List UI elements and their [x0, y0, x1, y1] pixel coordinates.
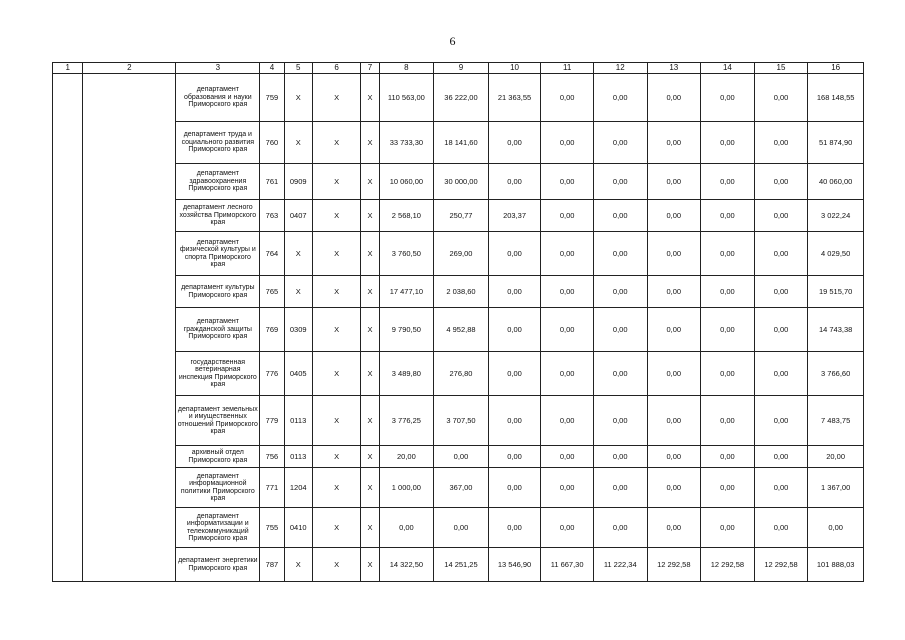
cell-c6: X	[312, 308, 361, 352]
cell-c7: X	[361, 232, 379, 276]
cell-c10: 0,00	[488, 468, 541, 508]
cell-c5: 0405	[284, 352, 312, 396]
cell-c8: 9 790,50	[379, 308, 434, 352]
cell-c11: 0,00	[541, 352, 594, 396]
col1-cell	[53, 446, 83, 468]
column-header-2: 2	[83, 63, 176, 74]
col2-cell	[83, 508, 176, 548]
cell-c10: 0,00	[488, 508, 541, 548]
col1-cell	[53, 508, 83, 548]
cell-c13: 0,00	[647, 122, 701, 164]
column-header-6: 6	[312, 63, 361, 74]
cell-c15: 0,00	[754, 446, 808, 468]
budget-table	[52, 62, 864, 582]
cell-c5: 0309	[284, 308, 312, 352]
cell-c15: 0,00	[754, 396, 808, 446]
cell-c5: X	[284, 232, 312, 276]
cell-c14: 0,00	[701, 468, 755, 508]
col1-cell	[53, 74, 83, 122]
column-header-7: 7	[361, 63, 379, 74]
cell-c14: 0,00	[701, 122, 755, 164]
col1-cell	[53, 468, 83, 508]
cell-c11: 0,00	[541, 74, 594, 122]
cell-c16: 40 060,00	[808, 164, 864, 200]
cell-c11: 11 667,30	[541, 548, 594, 582]
cell-c14: 0,00	[701, 164, 755, 200]
cell-c4: 779	[260, 396, 284, 446]
cell-c16: 14 743,38	[808, 308, 864, 352]
column-header-3: 3	[176, 63, 260, 74]
department-name-cell: департамент земельных и имущественных отношений Приморского края	[176, 396, 260, 446]
cell-c11: 0,00	[541, 396, 594, 446]
cell-c9: 0,00	[434, 508, 489, 548]
cell-c6: X	[312, 396, 361, 446]
cell-c16: 7 483,75	[808, 396, 864, 446]
column-header-4: 4	[260, 63, 284, 74]
cell-c12: 0,00	[593, 446, 647, 468]
cell-c4: 763	[260, 200, 284, 232]
cell-c14: 0,00	[701, 308, 755, 352]
col2-cell	[83, 74, 176, 122]
cell-c5: 0407	[284, 200, 312, 232]
cell-c7: X	[361, 164, 379, 200]
department-name-cell: архивный отдел Приморского края	[176, 446, 260, 468]
cell-c8: 20,00	[379, 446, 434, 468]
col2-cell	[83, 446, 176, 468]
cell-c6: X	[312, 122, 361, 164]
cell-c10: 0,00	[488, 122, 541, 164]
cell-c16: 1 367,00	[808, 468, 864, 508]
department-name-cell: департамент информатизации и телекоммуникаций Приморского края	[176, 508, 260, 548]
column-header-16: 16	[808, 63, 864, 74]
col1-cell	[53, 164, 83, 200]
cell-c16: 19 515,70	[808, 276, 864, 308]
cell-c5: X	[284, 74, 312, 122]
col1-cell	[53, 308, 83, 352]
cell-c8: 0,00	[379, 508, 434, 548]
cell-c13: 0,00	[647, 200, 701, 232]
cell-c9: 0,00	[434, 446, 489, 468]
col2-cell	[83, 276, 176, 308]
cell-c9: 3 707,50	[434, 396, 489, 446]
column-header-10: 10	[488, 63, 541, 74]
col2-cell	[83, 200, 176, 232]
cell-c10: 0,00	[488, 396, 541, 446]
cell-c9: 250,77	[434, 200, 489, 232]
cell-c13: 0,00	[647, 396, 701, 446]
cell-c4: 776	[260, 352, 284, 396]
cell-c6: X	[312, 508, 361, 548]
cell-c5: 0113	[284, 396, 312, 446]
cell-c14: 0,00	[701, 232, 755, 276]
column-header-13: 13	[647, 63, 701, 74]
table-row	[53, 548, 864, 582]
cell-c15: 0,00	[754, 200, 808, 232]
cell-c8: 1 000,00	[379, 468, 434, 508]
cell-c4: 756	[260, 446, 284, 468]
table-row	[53, 122, 864, 164]
table-row	[53, 396, 864, 446]
cell-c4: 764	[260, 232, 284, 276]
cell-c4: 759	[260, 74, 284, 122]
cell-c11: 0,00	[541, 200, 594, 232]
cell-c12: 0,00	[593, 164, 647, 200]
col1-cell	[53, 200, 83, 232]
cell-c7: X	[361, 352, 379, 396]
cell-c8: 14 322,50	[379, 548, 434, 582]
cell-c7: X	[361, 446, 379, 468]
column-header-15: 15	[754, 63, 808, 74]
table-row	[53, 276, 864, 308]
cell-c6: X	[312, 232, 361, 276]
cell-c9: 276,80	[434, 352, 489, 396]
cell-c13: 0,00	[647, 232, 701, 276]
cell-c4: 755	[260, 508, 284, 548]
cell-c14: 0,00	[701, 508, 755, 548]
cell-c14: 0,00	[701, 446, 755, 468]
col2-cell	[83, 232, 176, 276]
department-name-cell: департамент физической культуры и спорта Приморского края	[176, 232, 260, 276]
column-header-5: 5	[284, 63, 312, 74]
cell-c10: 0,00	[488, 446, 541, 468]
cell-c12: 0,00	[593, 396, 647, 446]
cell-c10: 203,37	[488, 200, 541, 232]
department-name-cell: департамент лесного хозяйства Приморского края	[176, 200, 260, 232]
table-row	[53, 200, 864, 232]
cell-c10: 13 546,90	[488, 548, 541, 582]
cell-c9: 14 251,25	[434, 548, 489, 582]
cell-c9: 30 000,00	[434, 164, 489, 200]
cell-c7: X	[361, 396, 379, 446]
col2-cell	[83, 308, 176, 352]
cell-c10: 0,00	[488, 308, 541, 352]
cell-c7: X	[361, 74, 379, 122]
cell-c5: 0410	[284, 508, 312, 548]
cell-c8: 17 477,10	[379, 276, 434, 308]
cell-c11: 0,00	[541, 232, 594, 276]
cell-c14: 0,00	[701, 74, 755, 122]
cell-c12: 0,00	[593, 200, 647, 232]
cell-c12: 0,00	[593, 122, 647, 164]
cell-c16: 0,00	[808, 508, 864, 548]
cell-c7: X	[361, 276, 379, 308]
cell-c13: 0,00	[647, 352, 701, 396]
cell-c15: 0,00	[754, 74, 808, 122]
cell-c9: 2 038,60	[434, 276, 489, 308]
cell-c12: 0,00	[593, 508, 647, 548]
cell-c6: X	[312, 446, 361, 468]
table-row	[53, 352, 864, 396]
table-row	[53, 468, 864, 508]
cell-c15: 0,00	[754, 468, 808, 508]
cell-c4: 761	[260, 164, 284, 200]
cell-c13: 0,00	[647, 74, 701, 122]
department-name-cell: департамент культуры Приморского края	[176, 276, 260, 308]
cell-c7: X	[361, 308, 379, 352]
cell-c6: X	[312, 352, 361, 396]
col1-cell	[53, 352, 83, 396]
cell-c8: 110 563,00	[379, 74, 434, 122]
col2-cell	[83, 468, 176, 508]
column-header-9: 9	[434, 63, 489, 74]
department-name-cell: департамент здравоохранения Приморского края	[176, 164, 260, 200]
cell-c10: 21 363,55	[488, 74, 541, 122]
cell-c8: 3 489,80	[379, 352, 434, 396]
cell-c16: 20,00	[808, 446, 864, 468]
cell-c5: 0909	[284, 164, 312, 200]
cell-c15: 12 292,58	[754, 548, 808, 582]
cell-c12: 0,00	[593, 468, 647, 508]
cell-c13: 0,00	[647, 508, 701, 548]
cell-c4: 765	[260, 276, 284, 308]
cell-c15: 0,00	[754, 232, 808, 276]
cell-c11: 0,00	[541, 468, 594, 508]
cell-c14: 0,00	[701, 352, 755, 396]
cell-c14: 0,00	[701, 200, 755, 232]
cell-c15: 0,00	[754, 508, 808, 548]
col1-cell	[53, 548, 83, 582]
page-number: 6	[449, 34, 456, 48]
department-name-cell: департамент труда и социального развития Приморского края	[176, 122, 260, 164]
cell-c6: X	[312, 74, 361, 122]
department-name-cell: департамент гражданской защиты Приморского края	[176, 308, 260, 352]
col2-cell	[83, 164, 176, 200]
cell-c13: 0,00	[647, 468, 701, 508]
cell-c14: 0,00	[701, 276, 755, 308]
cell-c5: 1204	[284, 468, 312, 508]
cell-c11: 0,00	[541, 122, 594, 164]
column-header-1: 1	[53, 63, 83, 74]
cell-c16: 101 888,03	[808, 548, 864, 582]
col1-cell	[53, 122, 83, 164]
cell-c9: 269,00	[434, 232, 489, 276]
cell-c4: 787	[260, 548, 284, 582]
cell-c11: 0,00	[541, 508, 594, 548]
column-header-12: 12	[593, 63, 647, 74]
cell-c12: 0,00	[593, 74, 647, 122]
cell-c6: X	[312, 164, 361, 200]
cell-c11: 0,00	[541, 446, 594, 468]
department-name-cell: департамент энергетики Приморского края	[176, 548, 260, 582]
col1-cell	[53, 276, 83, 308]
cell-c16: 3 766,60	[808, 352, 864, 396]
cell-c6: X	[312, 276, 361, 308]
cell-c7: X	[361, 122, 379, 164]
cell-c9: 18 141,60	[434, 122, 489, 164]
cell-c11: 0,00	[541, 308, 594, 352]
cell-c8: 33 733,30	[379, 122, 434, 164]
cell-c14: 0,00	[701, 396, 755, 446]
col2-cell	[83, 352, 176, 396]
cell-c7: X	[361, 200, 379, 232]
cell-c13: 0,00	[647, 164, 701, 200]
cell-c11: 0,00	[541, 276, 594, 308]
cell-c13: 0,00	[647, 308, 701, 352]
cell-c8: 3 776,25	[379, 396, 434, 446]
cell-c6: X	[312, 468, 361, 508]
col2-cell	[83, 122, 176, 164]
col1-cell	[53, 232, 83, 276]
cell-c13: 0,00	[647, 276, 701, 308]
department-name-cell: департамент информационной политики Приморского края	[176, 468, 260, 508]
cell-c16: 3 022,24	[808, 200, 864, 232]
cell-c12: 0,00	[593, 308, 647, 352]
cell-c13: 12 292,58	[647, 548, 701, 582]
col2-cell	[83, 396, 176, 446]
cell-c15: 0,00	[754, 352, 808, 396]
table-row	[53, 308, 864, 352]
col2-cell	[83, 548, 176, 582]
cell-c5: X	[284, 276, 312, 308]
table-row	[53, 232, 864, 276]
column-header-8: 8	[379, 63, 434, 74]
cell-c11: 0,00	[541, 164, 594, 200]
column-header-14: 14	[701, 63, 755, 74]
cell-c5: X	[284, 122, 312, 164]
cell-c16: 168 148,55	[808, 74, 864, 122]
cell-c4: 771	[260, 468, 284, 508]
table-row	[53, 74, 864, 122]
cell-c16: 51 874,90	[808, 122, 864, 164]
cell-c8: 3 760,50	[379, 232, 434, 276]
cell-c12: 0,00	[593, 352, 647, 396]
table-row	[53, 164, 864, 200]
table-row	[53, 508, 864, 548]
col1-cell	[53, 396, 83, 446]
cell-c9: 4 952,88	[434, 308, 489, 352]
cell-c15: 0,00	[754, 308, 808, 352]
cell-c10: 0,00	[488, 232, 541, 276]
cell-c14: 12 292,58	[701, 548, 755, 582]
department-name-cell: государственная ветеринарная инспекция Приморского края	[176, 352, 260, 396]
cell-c15: 0,00	[754, 122, 808, 164]
cell-c12: 0,00	[593, 276, 647, 308]
cell-c7: X	[361, 508, 379, 548]
header-row	[53, 63, 864, 74]
cell-c10: 0,00	[488, 352, 541, 396]
cell-c8: 2 568,10	[379, 200, 434, 232]
cell-c12: 11 222,34	[593, 548, 647, 582]
cell-c9: 367,00	[434, 468, 489, 508]
cell-c4: 769	[260, 308, 284, 352]
cell-c8: 10 060,00	[379, 164, 434, 200]
table-row	[53, 446, 864, 468]
cell-c9: 36 222,00	[434, 74, 489, 122]
cell-c5: 0113	[284, 446, 312, 468]
cell-c13: 0,00	[647, 446, 701, 468]
cell-c15: 0,00	[754, 164, 808, 200]
cell-c5: X	[284, 548, 312, 582]
cell-c4: 760	[260, 122, 284, 164]
cell-c10: 0,00	[488, 164, 541, 200]
cell-c16: 4 029,50	[808, 232, 864, 276]
cell-c6: X	[312, 548, 361, 582]
cell-c7: X	[361, 548, 379, 582]
cell-c10: 0,00	[488, 276, 541, 308]
column-header-11: 11	[541, 63, 594, 74]
cell-c15: 0,00	[754, 276, 808, 308]
cell-c6: X	[312, 200, 361, 232]
cell-c7: X	[361, 468, 379, 508]
cell-c12: 0,00	[593, 232, 647, 276]
department-name-cell: департамент образования и науки Приморского края	[176, 74, 260, 122]
